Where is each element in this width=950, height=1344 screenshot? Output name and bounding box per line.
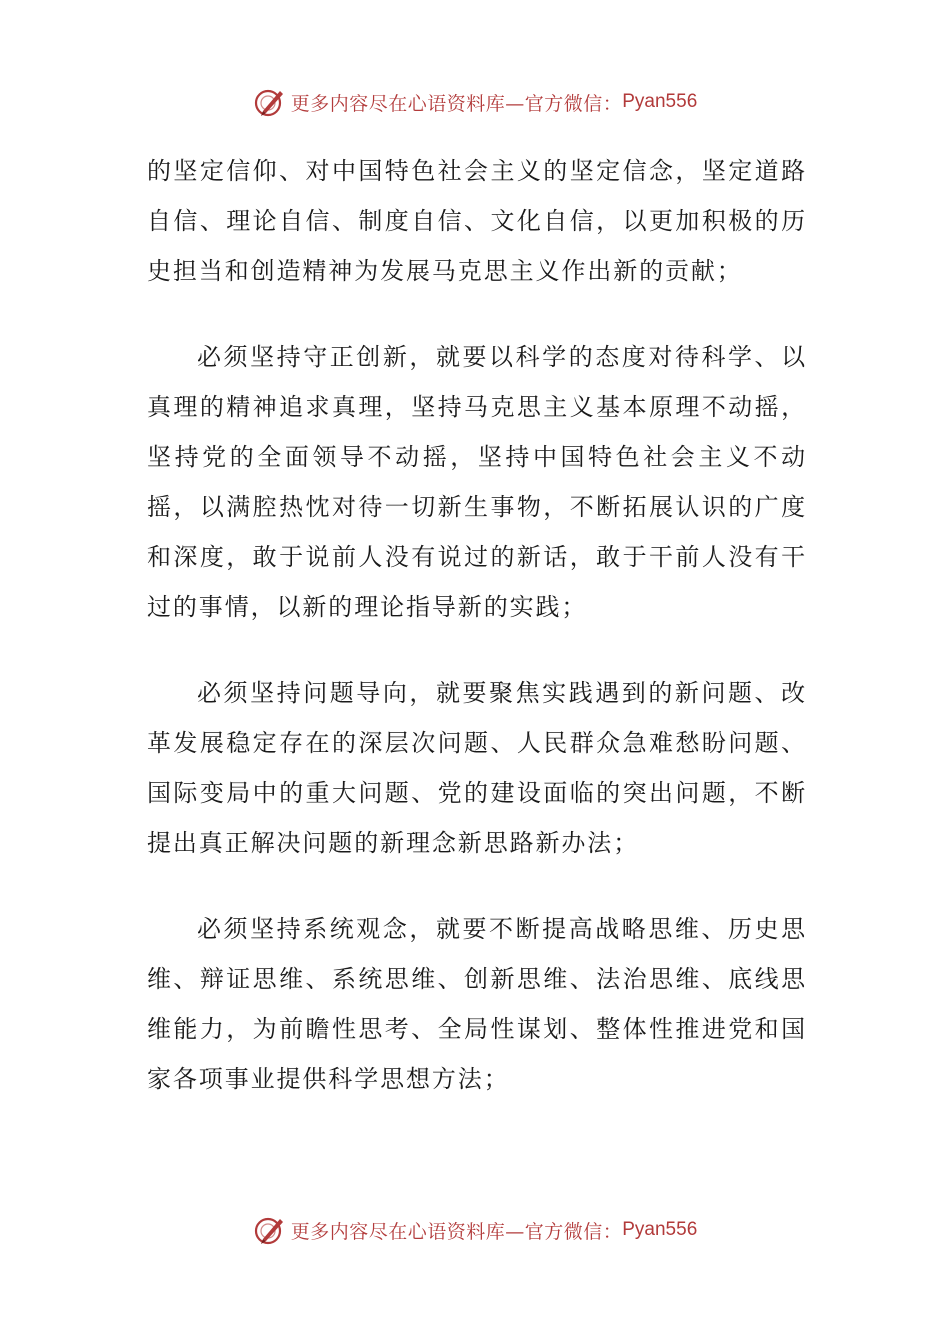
banner-wechat-id: Pyan556	[622, 1219, 698, 1240]
header-banner	[0, 82, 950, 122]
paragraph-4: 必须坚持系统观念，就要不断提高战略思维、历史思维、辩证思维、系统思维、创新思维、法治思维、底线思维能力，为前瞻性思考、全局性谋划、整体性推进党和国家各项事业提供科学思想方法；	[147, 915, 807, 1093]
paragraph-2: 必须坚持守正创新，就要以科学的态度对待科学、以真理的精神追求真理，坚持马克思主义基本原理不动摇，坚持党的全面领导不动摇，坚持中国特色社会主义不动摇，以满腔热忱对待一切新生事物，不断拓展认识的广度和深度，敢于说前人没有说过的新话，敢于干前人没有干过的事情，以新的理论指导新的实践；	[147, 343, 807, 621]
document-body	[147, 146, 807, 1140]
paragraph-3: 必须坚持问题导向，就要聚焦实践遇到的新问题、改革发展稳定存在的深层次问题、人民群众急难愁盼问题、国际变局中的重大问题、党的建设面临的突出问题，不断提出真正解决问题的新理念新思路新办法；	[147, 679, 807, 857]
banner-text: 更多内容尽在心语资料库—官方微信：	[290, 1220, 623, 1243]
pen-logo-icon	[253, 1213, 287, 1247]
banner-text: 更多内容尽在心语资料库—官方微信：	[290, 92, 623, 115]
footer-banner	[0, 1210, 950, 1250]
banner-wechat-id: Pyan556	[622, 91, 698, 112]
pen-logo-icon	[253, 85, 287, 119]
paragraph-1: 的坚定信仰、对中国特色社会主义的坚定信念，坚定道路自信、理论自信、制度自信、文化自信，以更加积极的历史担当和创造精神为发展马克思主义作出新的贡献；	[147, 157, 807, 285]
